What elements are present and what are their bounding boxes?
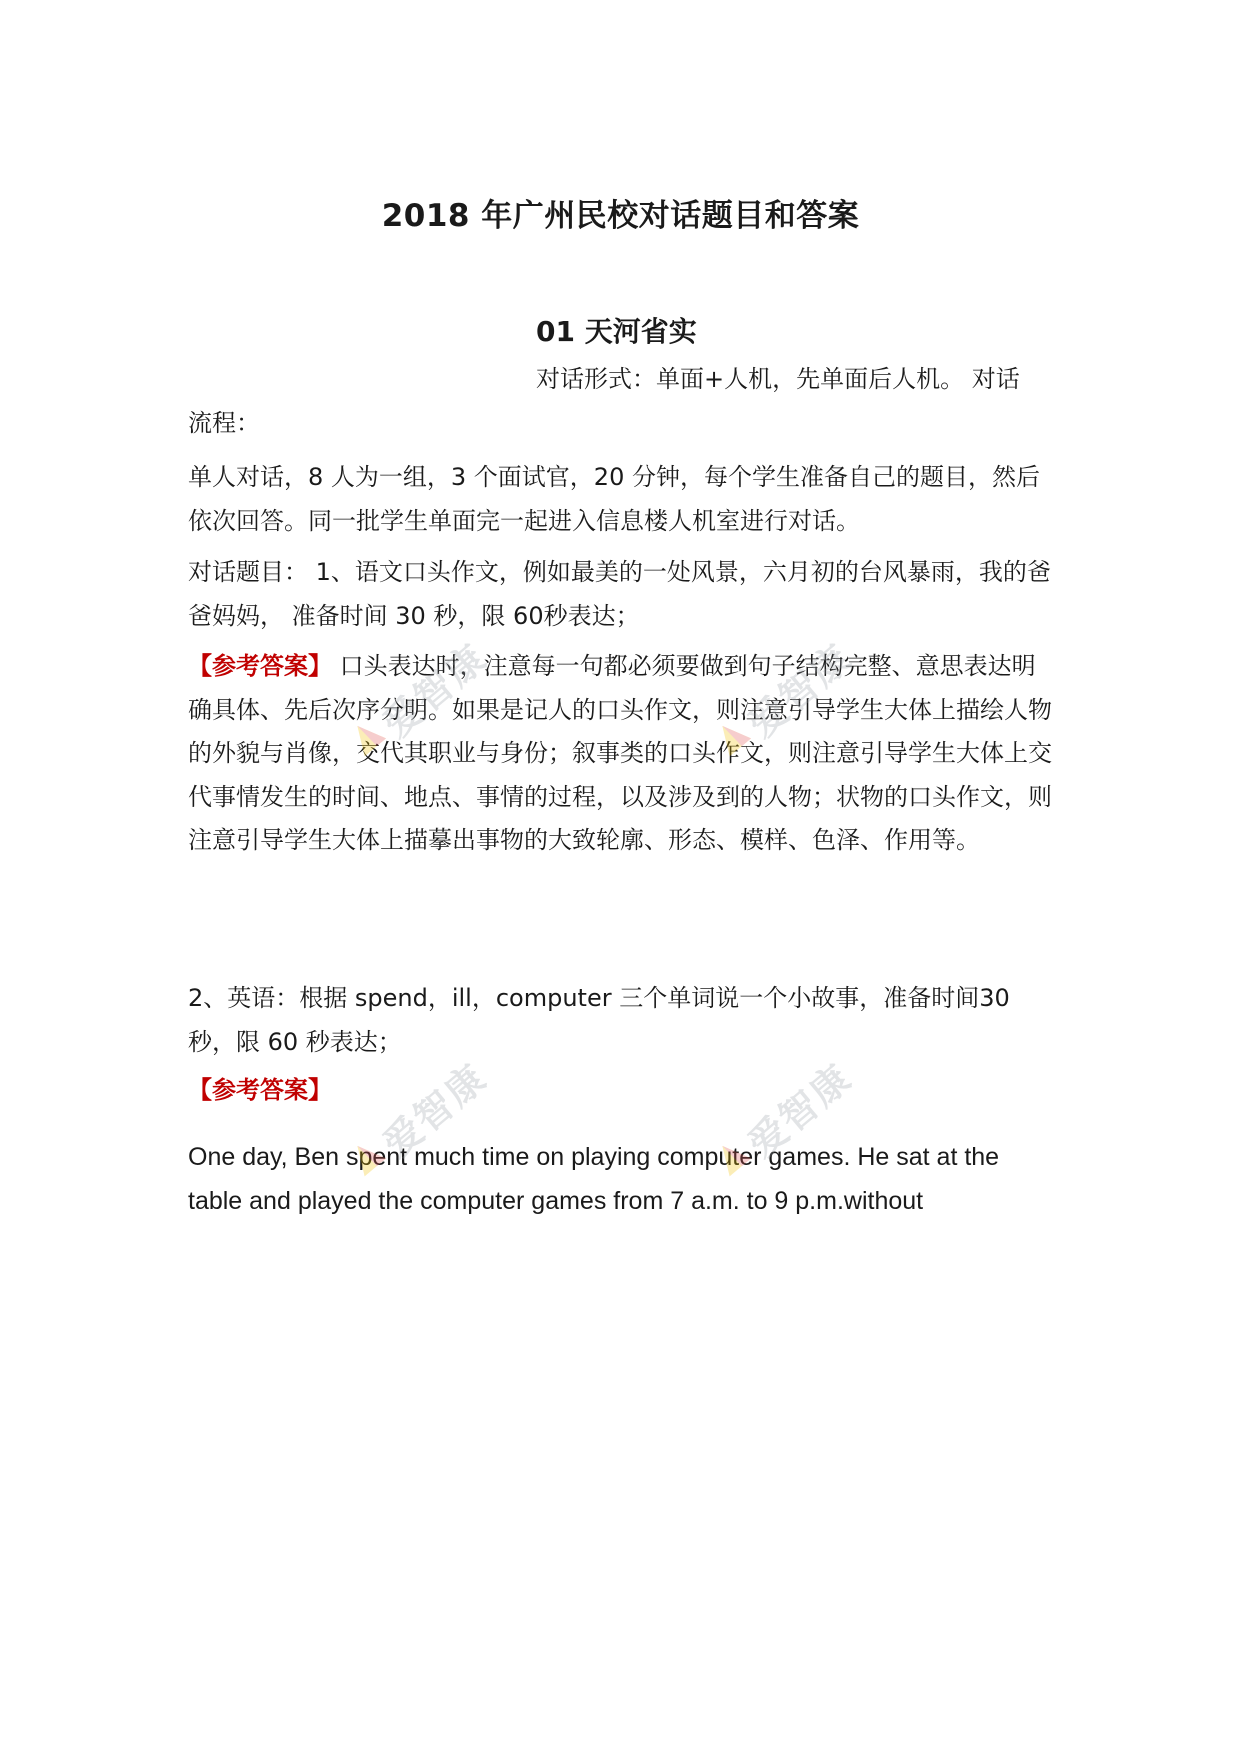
answer-1-paragraph [188, 645, 1056, 863]
section-title: 01 天河省实 [536, 315, 697, 348]
format-line-continued: 流程： [188, 409, 260, 437]
watermark-text: 爱智康 [374, 635, 496, 747]
topic-2-paragraph: 2、英语：根据 spend，ill，computer 三个单词说一个小故事，准备时间30 秒，限 60 秒表达； [188, 984, 1010, 1056]
answer-label: 【参考答案】 [188, 652, 332, 680]
process-paragraph: 单人对话，8 人为一组，3 个面试官，20 分钟，每个学生准备自己的题目，然后依次回答。同一批学生单面完一起进入信息楼人机室进行对话。 [188, 463, 1040, 535]
format-line: 对话形式：单面+人机，先单面后人机。 对话 [536, 365, 1020, 393]
watermark-text: 爱智康 [739, 635, 861, 747]
watermark-text: 爱智康 [739, 1055, 861, 1167]
answer-2-label: 【参考答案】 [188, 1076, 332, 1104]
topic-1-paragraph: 对话题目： 1、语文口头作文，例如最美的一处风景，六月初的台风暴雨，我的爸爸妈妈， 准备时间 30 秒，限 60秒表达； [188, 558, 1051, 630]
document-title: 2018 年广州民校对话题目和答案 [381, 198, 860, 234]
english-story-paragraph: One day, Ben spent much time on playing computer games. He sat at the table and played the computer games from 7 a.m. to 9 p.m.without [188, 1143, 1000, 1215]
watermark-text: 爱智康 [374, 1055, 496, 1167]
answer-1-text: 口头表达时，注意每一句都必须要做到句子结构完整、意思表达明确具体、先后次序分明。如果是记人的口头作文，则注意引导学生大体上描绘人物的外貌与肖像，交代其职业与身份；叙事类的口头作文，则注意引导学生大体上交代事情发生的时间、地点、事情的过程，以及涉及到的人物；状物的口头作文，则注意引导学生大体上描摹出事物的大致轮廓、形态、模样、色泽、作用等。 [188, 652, 1052, 854]
